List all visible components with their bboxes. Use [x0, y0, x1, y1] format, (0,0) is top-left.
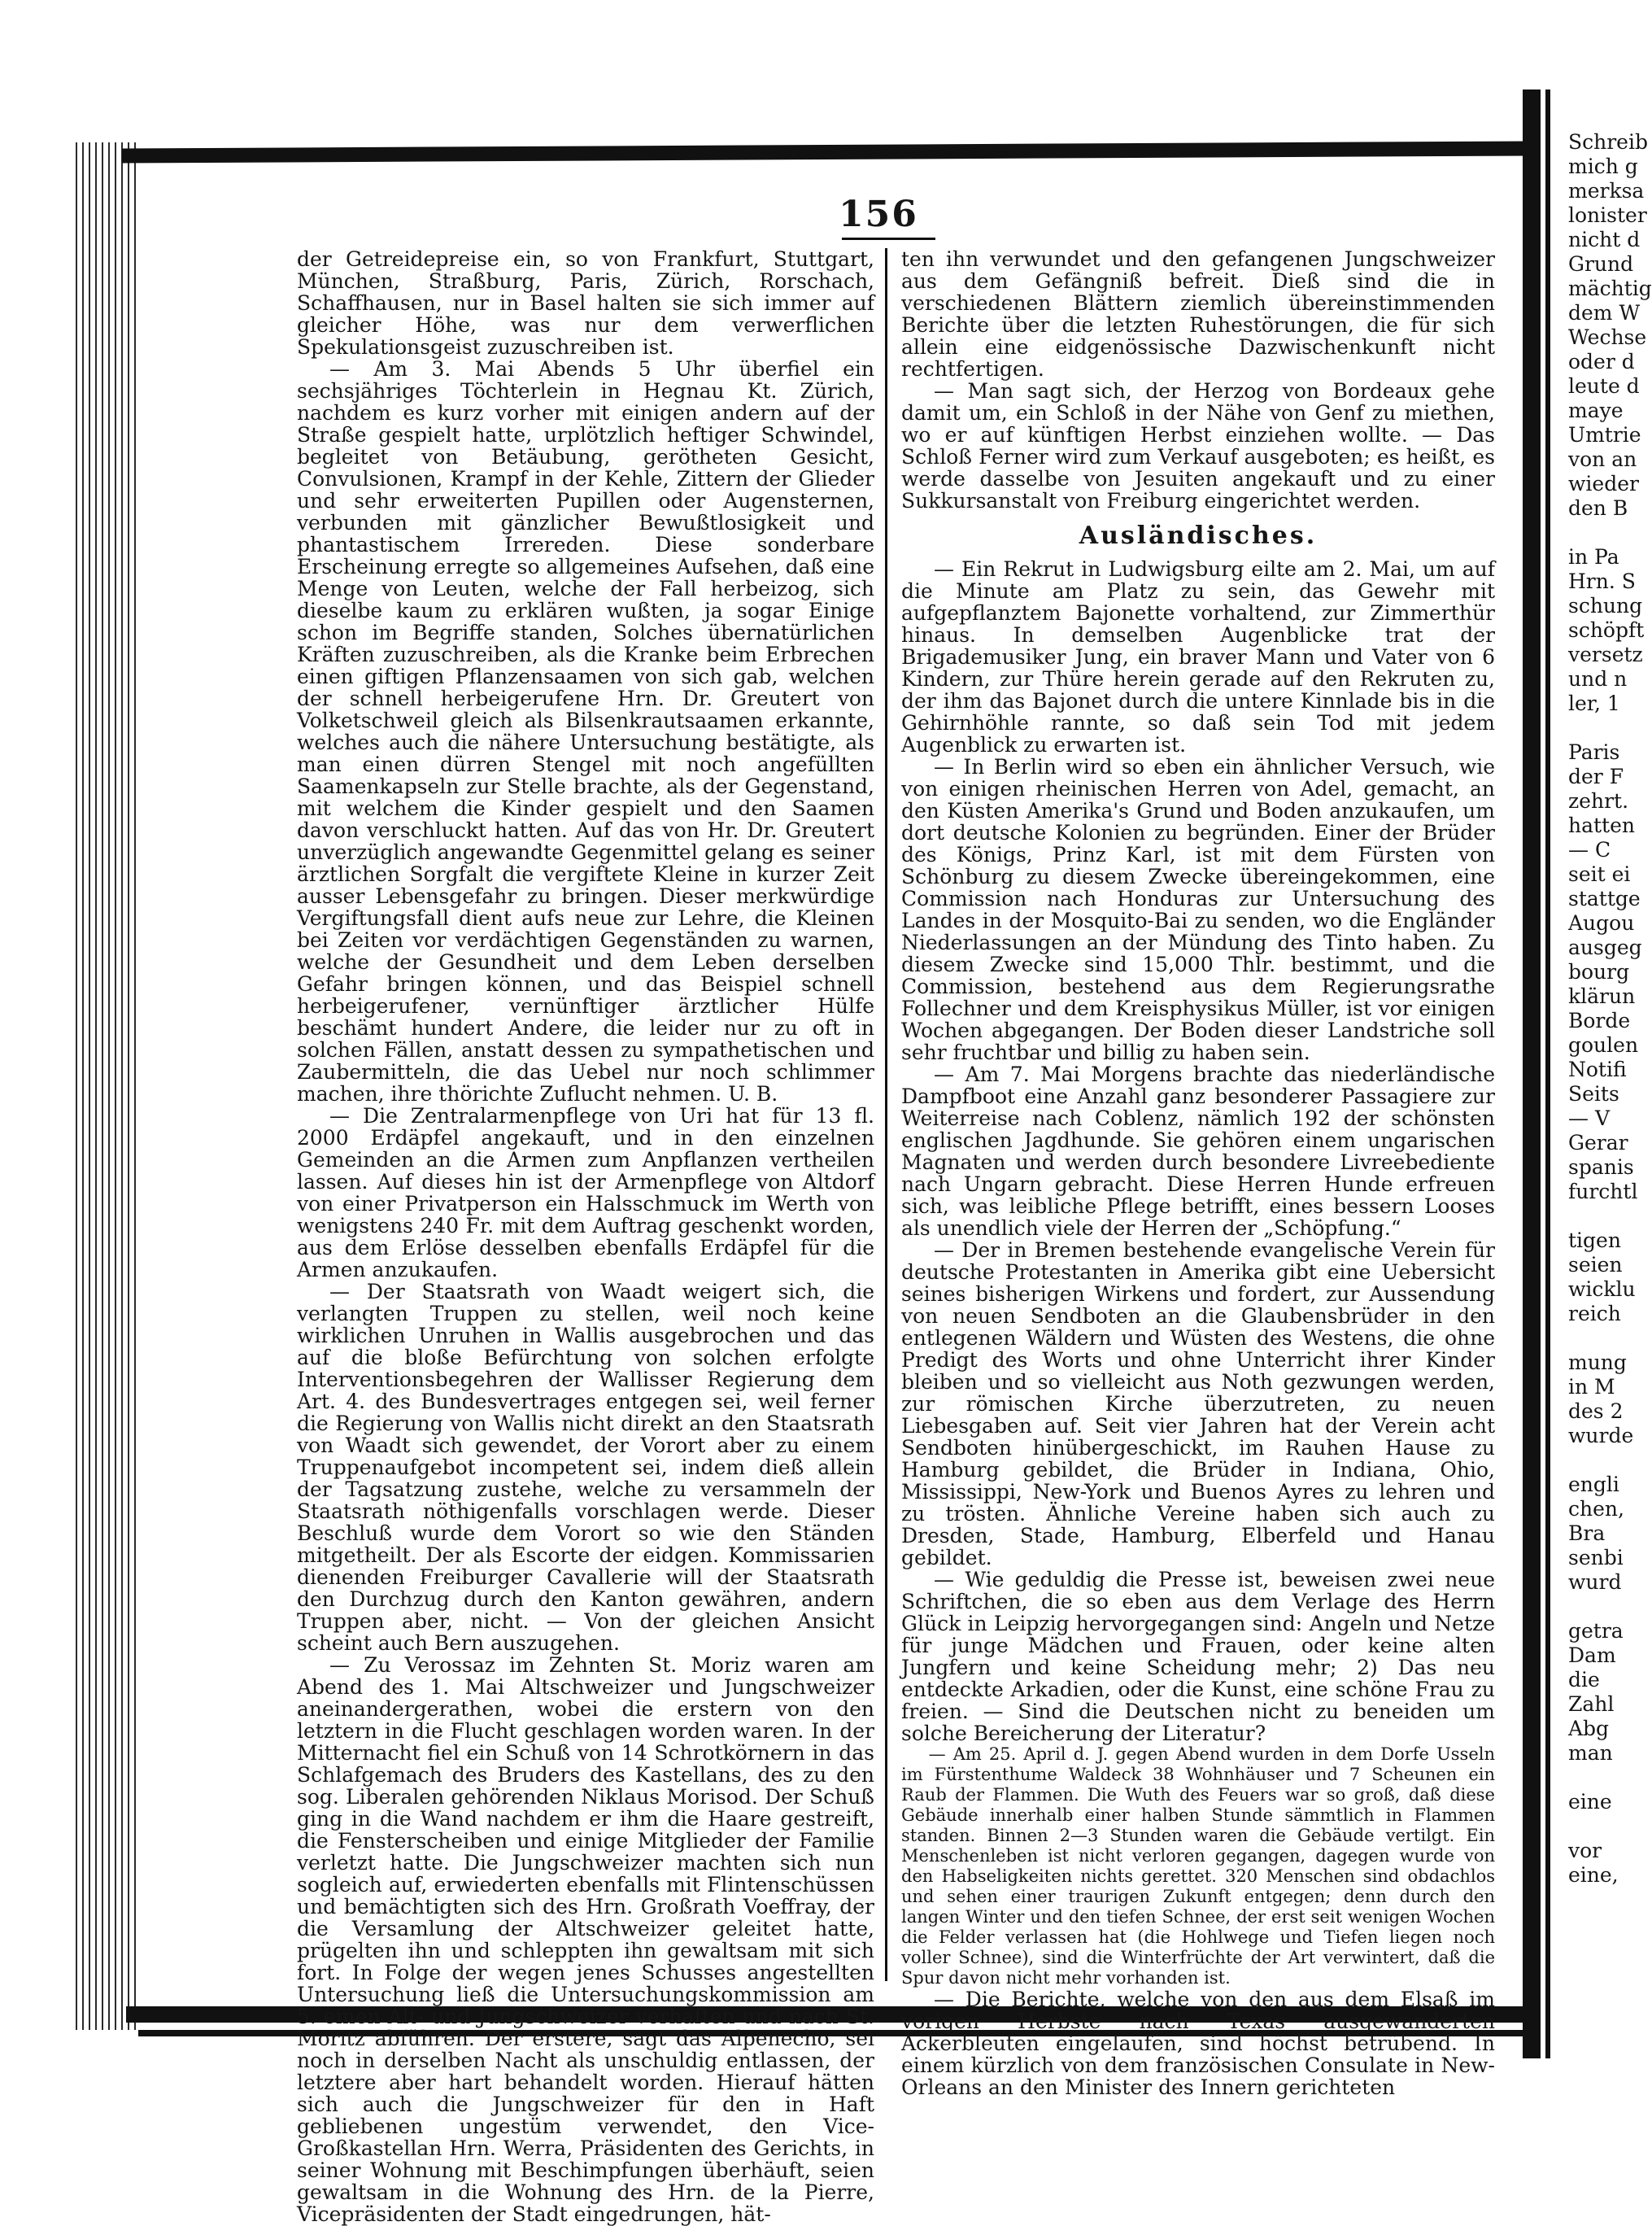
facing-page-line: wicklu [1568, 1277, 1636, 1301]
facing-page-line: lonister [1568, 203, 1647, 227]
facing-page-line: senbi [1568, 1546, 1624, 1569]
paragraph: — Man sagt sich, der Herzog von Bordeaux gehe damit um, ein Schloß in der Nähe von Genf zu miethen, wo er auf künftigen Herbst einziehen wollte. — Das Schloß Ferner wird zum Verkauf ausgeboten; es heißt, es werde dasselbe von Jesuiten angekauft und zu einer Sukkursanstalt von Freiburg eingerichtet werden. [901, 379, 1495, 513]
facing-page-line: tigen [1568, 1229, 1621, 1252]
facing-page-line [1550, 1766, 1627, 1790]
facing-page-line: Umtrie [1568, 423, 1641, 447]
paragraph: — Der Staatsrath von Waadt weigert sich, die verlangten Truppen zu stellen, weil noch keine wirklichen Unruhen in Wallis ausgebrochen und das auf die bloße Befürchtung von solchen erfolgte Interventionsbegehren der Wallisser Regierung dem Art. 4. des Bundesvertrages entgegen sei, weil ferner die Regierung von Wallis nicht direkt an den Staatsrath von Waadt sich gewendet, der Vorort aber zu einem Truppenaufgebot incompetent sei, indem dieß allein der Tagsatzung zustehe, welche zu versammeln der Staatsrath nöthigenfalls vorschlagen werde. Dieser Beschluß wurde dem Vorort so wie den Ständen mitgetheilt. Der als Escorte der eidgen. Kommissarien dienenden Freiburger Cavallerie will der Staatsrath den Durchzug durch den Kanton gewähren, andern Truppen aber, nicht. — Von der gleichen Ansicht scheint auch Bern auszugehen. [297, 1280, 874, 1655]
facing-page-line: Seits [1568, 1082, 1619, 1106]
facing-page-line: klärun [1568, 984, 1636, 1008]
facing-page-line: eine, [1568, 1863, 1619, 1887]
facing-page-line: Borde [1568, 1009, 1631, 1032]
facing-page-line: von an [1568, 447, 1637, 471]
facing-page-line: wurde [1568, 1424, 1634, 1447]
facing-page-line: chen, [1568, 1497, 1624, 1521]
facing-page-line: seien [1568, 1253, 1623, 1277]
facing-page-line [1550, 1204, 1627, 1229]
facing-page-line: die [1568, 1668, 1600, 1691]
paragraph: — Wie geduldig die Presse ist, beweisen zwei neue Schriftchen, die so eben aus dem Verlage des Herrn Glück in Leipzig hervorgegangen sind: Angeln und Netze für junge Mädchen und Frauen, oder keine alten Jungfern und keine Scheidung mehr; 2) Das neu entdeckte Arkadien, oder die Kunst, eine schöne Frau zu freien. — Sind die Deutschen nicht zu beneiden um solche Bereicherung der Literatur? [901, 1568, 1495, 1745]
facing-page-line: Paris [1568, 740, 1620, 764]
paragraph: — Die Zentralarmenpflege von Uri hat für 13 fl. 2000 Erdäpfel angekauft, und in den einzelnen Gemeinden an die Armen zum Anpflanzen vertheilen lassen. Auf dieses hin ist der Armenpflege von Altdorf von einer Privatperson ein Halsschmuck im Werth von wenigstens 240 Fr. mit dem Auftrag geschenkt worden, aus dem Erlöse desselben ebenfalls Erdäpfel für die Armen anzukaufen. [297, 1104, 874, 1281]
facing-page-line: schung [1568, 594, 1643, 618]
facing-page-line: den B [1568, 496, 1628, 520]
facing-page-line: bourg [1568, 960, 1630, 984]
facing-page-line: spanis [1568, 1155, 1634, 1179]
paragraph: der Getreidepreise ein, so von Frankfurt, Stuttgart, München, Straßburg, Paris, Zürich, Rorschach, Schaffhausen, nur in Basel halten sie sich immer auf gleicher Höhe, was nur dem verwerflichen Spekulationsgeist zuzuschreiben ist. [297, 247, 874, 359]
facing-page-line: leute d [1568, 374, 1640, 398]
facing-page-fragment [1550, 130, 1652, 2067]
paragraph: ten ihn verwundet und den gefangenen Jungschweizer aus dem Gefängniß befreit. Dieß sind die in verschiedenen Blättern ziemlich übereinstimmenden Berichte über die letzten Ruhestörungen, die für sich allein eine eidgenössische Dazwischenkunft nicht rechtfertigen. [901, 247, 1495, 381]
facing-page-line: Augou [1568, 911, 1635, 935]
facing-page-line: in M [1568, 1375, 1615, 1399]
facing-page-line: wurd [1568, 1570, 1622, 1594]
facing-page-line: der F [1568, 765, 1624, 788]
facing-page-line: furchtl [1568, 1180, 1638, 1203]
facing-page-line: Grund [1568, 252, 1634, 276]
facing-page-line: wieder [1568, 472, 1639, 495]
book-page-edges [73, 142, 137, 2030]
facing-page-line: ausgeg [1568, 936, 1642, 959]
facing-page-line: zehrt. [1568, 789, 1629, 813]
facing-page-line: merksa [1568, 179, 1645, 203]
facing-page-line: getra [1568, 1619, 1624, 1643]
page-number-underline [842, 238, 935, 240]
facing-page-line: mung [1568, 1351, 1627, 1374]
paragraph: — Am 7. Mai Morgens brachte das niederländische Dampfboot eine Anzahl ganz besonderer Passagiere zur Weiterreise nach Coblenz, nämlich 192 der schönsten englischen Jagdhunde. Sie gehören einem ungarischen Magnaten und werden durch besondere Livreebediente nach Ungarn gebracht. Diese Herren Hunde erfreuen sich, was leibliche Pflege betrifft, eines bessern Looses als unendlich viele der Herren der „Schöpfung.“ [901, 1063, 1495, 1240]
facing-page-line: Zahl [1568, 1692, 1615, 1716]
facing-page-line: Notifi [1568, 1058, 1627, 1081]
facing-page-line: reich [1568, 1302, 1621, 1325]
paragraph: — Ein Rekrut in Ludwigsburg eilte am 2. Mai, um auf die Minute am Platz zu sein, das Gewehr mit aufgepflanztem Bajonette vorhaltend, zur Zimmerthür hinaus. In demselben Augenblicke trat der Brigademusiker Jung, ein braver Mann und Vater von 6 Kindern, zur Thüre herein gerade auf den Rekruten zu, der ihm das Bajonet durch die untere Kinnlade bis in die Gehirnhöhle rannte, so daß sein Tod mit jedem Augenblick zu erwarten ist. [901, 557, 1495, 757]
paragraph: — Der in Bremen bestehende evangelische Verein für deutsche Protestanten in Amerika gibt eine Uebersicht seines bisherigen Wirkens und fordert, zur Aussendung von neuen Sendboten an die Glaubensbrüder in den entlegenen Wäldern und Wüsten des Westens, die ohne Predigt des Worts und ohne Unterricht ihrer Kinder bleiben und so vielleicht aus Noth gezwungen werden, zur römischen Kirche überzutreten, zu neuen Liebesgaben auf. Seit vier Jahren hat der Verein acht Sendboten hinübergeschickt, im Rauhen Hause zu Hamburg gebildet, die Brüder in Indiana, Ohio, Mississippi, New-York und Buenos Ayres zu lehren und zu trösten. Ähnliche Vereine haben sich auch zu Dresden, Stade, Hamburg, Elberfeld und Hanau gebildet. [901, 1238, 1495, 1569]
facing-page-line: man [1568, 1741, 1613, 1765]
facing-page-line: mich g [1568, 155, 1638, 178]
facing-page-line: und n [1568, 667, 1628, 691]
facing-page-line: engli [1568, 1473, 1619, 1496]
facing-page-line: oder d [1568, 350, 1635, 373]
facing-page-line [1550, 716, 1627, 740]
facing-page-line: stattge [1568, 887, 1641, 910]
top-border-rule [122, 141, 1533, 163]
facing-page-line: seit ei [1568, 862, 1631, 886]
paragraph: — Zu Verossaz im Zehnten St. Moriz waren am Abend des 1. Mai Altschweizer und Jungschweizer aneinandergerathen, wobei die erstern von den letztern in die Flucht geschlagen worden waren. In der Mitternacht fiel ein Schuß von 14 Schrotkörnern in das Schlafgemach des Bruders des Kastellans, des zu den sog. Liberalen gehörenden Niklaus Morisod. Der Schuß ging in die Wand nachdem er ihm die Haare gestreift, die Fensterscheiben und einige Mitglieder der Familie verletzt hatte. Die Jungschweizer machten sich nun sogleich auf, erwiederten ebenfalls mit Flintenschüssen und bemächtigten sich des Hrn. Großrath Voeffray, der die Versamlung der Altschweizer geleitet hatte, prügelten ihn und schleppten ihn gewaltsam mit sich fort. In Folge der wegen jenes Schusses angestellten Untersuchung ließ die Untersuchungskommission am 5. einen Alt- und Jungschweizer verhaften und nach St. Moritz abführen. Der erstere, sagt das Alpenecho, sei noch in derselben Nacht als unschuldig entlassen, der letztere aber hart behandelt worden. Hierauf hätten sich auch die Jungschweizer für den in Haft gebliebenen ungestüm verwendet, den Vice-Großkastellan Hrn. Werra, Präsidenten des Gerichts, in seiner Wohnung mit Beschimpfungen überhäuft, seien gewaltsam in die Wohnung des Hrn. de la Pierre, Vicepräsidenten der Stadt eingedrungen, hät- [297, 1653, 874, 2226]
facing-page-line: — C [1568, 838, 1611, 862]
facing-page-line [1550, 521, 1627, 545]
facing-page-line: Schreib [1568, 130, 1648, 154]
facing-page-line: Hrn. S [1568, 570, 1636, 593]
facing-page-line: Wechse [1568, 325, 1647, 349]
facing-page-line: des 2 [1568, 1399, 1624, 1423]
facing-page-line [1550, 1595, 1627, 1619]
facing-page-line: in Pa [1568, 545, 1619, 569]
scan-margin-left [0, 0, 77, 2152]
paragraph: — Am 3. Mai Abends 5 Uhr überfiel ein sechsjähriges Töchterlein in Hegnau Kt. Zürich, nachdem es kurz vorher mit einigen andern auf der Straße gespielt hatte, urplötzlich heftiger Schwindel, begleitet von Betäubung, gerötheten Gesicht, Convulsionen, Krampf in der Kehle, Zittern der Glieder und sehr erweiterten Pupillen oder Augensternen, verbunden mit gänzlicher Bewußtlosigkeit und phantastischem Irrereden. Diese sonderbare Erscheinung erregte so allgemeines Aufsehen, daß eine Menge von Leuten, welche der Fall herbeizog, sich dieselbe kaum zu erklären wußten, ja sogar Einige schon im Begriffe standen, Solches übernatürlichen Kräften zuzuschreiben, als die Kranke beim Erbrechen einen giftigen Pflanzensaamen von sich gab, welchen der schnell herbeigerufene Hrn. Dr. Greutert von Volketschweil gleich als Bilsenkrautsaamen erkannte, welches auch die nähere Untersuchung bestätigte, als man einen dürren Stengel mit noch angefüllten Saamenkapseln zur Stelle brachte, als der Gegenstand, mit welchem die Kinder gespielt und den Saamen davon verschluckt hatten. Auf das von Hr. Dr. Greutert unverzüglich angewandte Gegenmittel gelang es seiner ärztlichen Sorgfalt die vergiftete Kleine in kurzer Zeit ausser Lebensgefahr zu bringen. Dieser merkwürdige Vergiftungsfall dient aufs neue zur Lehre, die Kleinen bei Zeiten vor verdächtigen Gegenständen zu warnen, welche der Gesundheit und dem Leben derselben Gefahr bringen können, und das Beispiel schnell herbeigerufener, vernünftiger ärztlicher Hülfe beschämt hundert Andere, die leider nur zu oft in solchen Fällen, anstatt dessen zu sympathetischen und Zaubermitteln, die das Uebel nur noch schlimmer machen, ihre thörichte Zuflucht nehmen. U. B. [297, 357, 874, 1106]
column-divider [885, 248, 887, 1981]
facing-page-line: schöpft [1568, 618, 1645, 642]
facing-page-line: versetz [1568, 643, 1643, 666]
facing-page-line: maye [1568, 399, 1624, 422]
facing-page-line [1550, 1326, 1627, 1351]
facing-page-line: dem W [1568, 301, 1641, 325]
facing-page-line: hatten [1568, 814, 1635, 837]
page-number: 156 [839, 194, 918, 235]
paragraph: — In Berlin wird so eben ein ähnlicher Versuch, wie von einigen rheinischen Herren von Adel, gemacht, an den Küsten Amerika's Grund und Boden anzukaufen, um dort deutsche Kolonien zu begründen. Einer der Brüder des Königs, Prinz Karl, ist mit dem Fürsten von Schönburg zu diesem Zwecke übereingekommen, eine Commission nach Honduras zur Untersuchung des Landes in der Mosquito-Bai zu senden, wo die Engländer Niederlassungen an der Mündung des Tinto haben. Zu diesem Zwecke sind 15,000 Thlr. bestimmt, und die Commission, bestehend aus dem Regierungsrathe Follechner und dem Kreisphysikus Müller, ist vor einigen Wochen abgegangen. Der Boden dieser Landstriche soll sehr fruchtbar und billig zu haben sein. [901, 755, 1495, 1064]
left-column [297, 247, 874, 2226]
facing-page-line: Dam [1568, 1643, 1616, 1667]
facing-page-line: ler, 1 [1568, 692, 1620, 715]
facing-page-line: nicht d [1568, 228, 1641, 251]
facing-page-line [1550, 1814, 1627, 1839]
paragraph-small-print: — Am 25. April d. J. gegen Abend wurden in dem Dorfe Usseln im Fürstenthume Waldeck 38 Wohnhäuser und 7 Scheunen ein Raub der Flammen. Die Wuth des Feuers war so groß, daß diese Gebäude innerhalb einer halben Stunde sämmtlich in Flammen standen. Binnen 2—3 Stunden waren die Gebäude vertilgt. Ein Menschenleben ist nicht verloren gegangen, dagegen wurde von den Habseligkeiten nichts gerettet. 320 Menschen sind obdachlos und sehen einer traurigen Zukunft entgegen; denn durch den langen Winter und den tiefen Schnee, der erst seit wenigen Wochen die Felder verlassen hat (die Hohlwege und Tiefen liegen noch voller Schnee), sind die Winterfrüchte der Art verwintert, daß die Spur davon nicht mehr vorhanden ist. [901, 1744, 1495, 1988]
facing-page-line [1550, 1448, 1627, 1473]
section-heading: Ausländisches. [1079, 522, 1318, 550]
facing-page-line: vor [1568, 1839, 1602, 1862]
facing-page-line: Bra [1568, 1521, 1606, 1545]
facing-page-line: goulen [1568, 1033, 1639, 1057]
facing-page-line: mächtig [1568, 277, 1652, 300]
facing-page-line: Abg [1568, 1717, 1610, 1740]
facing-page-line: — V [1568, 1106, 1611, 1130]
facing-page-line: eine [1568, 1790, 1612, 1814]
right-column [901, 247, 1495, 2099]
book-spine-shadow [1523, 89, 1541, 2058]
paragraph: — Die Berichte, welche von den aus dem Elsaß im vorigen Herbste nach Texas ausgewanderten Ackerbleuten eingelaufen, sind höchst betrübend. In einem kürzlich von dem französischen Consulate in New-Orleans an den Minister des Innern gerichteten [901, 1988, 1495, 2099]
facing-page-line: Gerar [1568, 1131, 1628, 1154]
